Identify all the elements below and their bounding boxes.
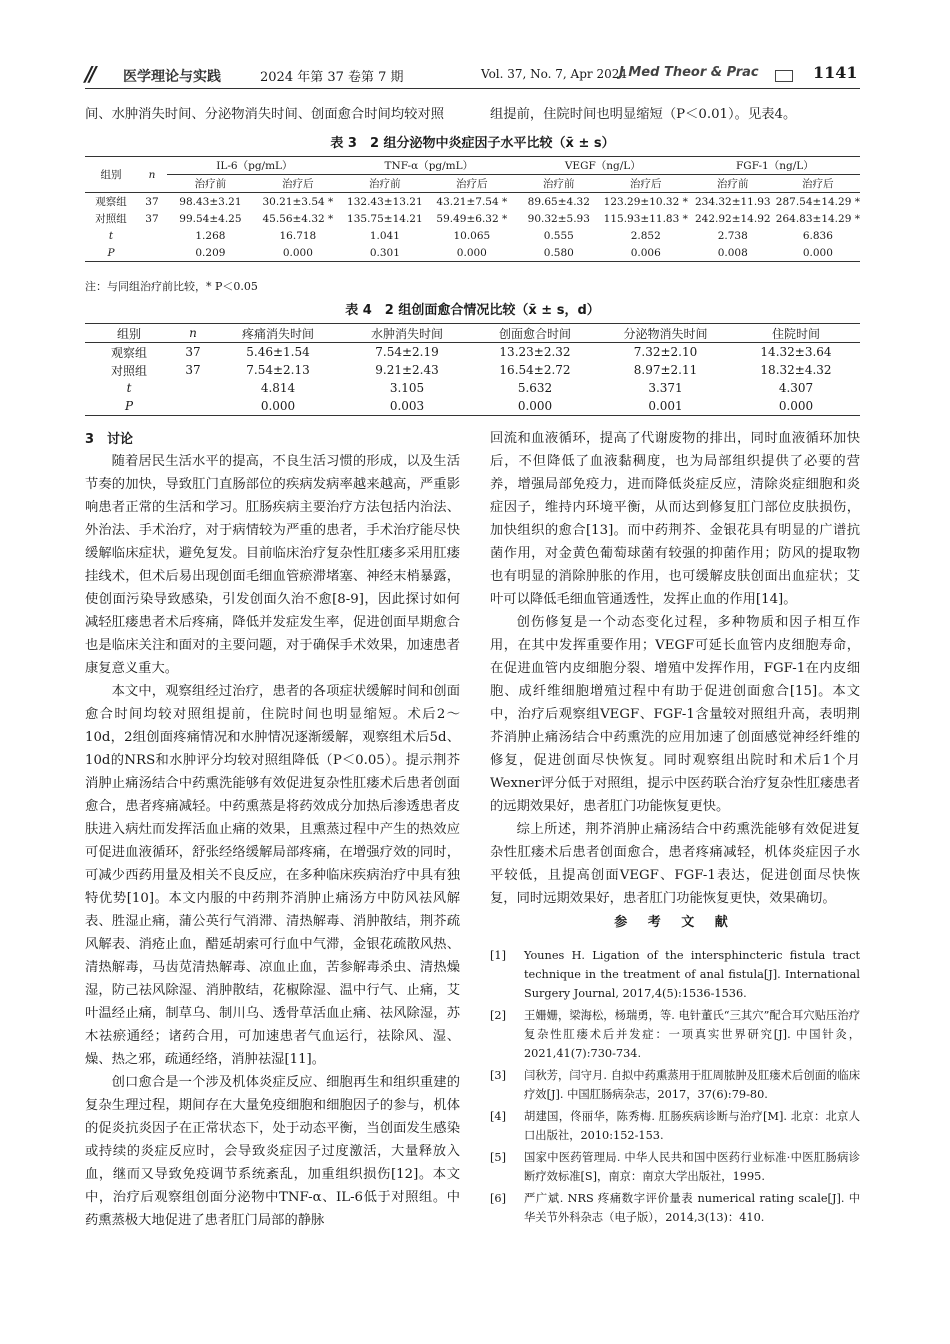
table-cell: 30.21±3.54 *	[262, 195, 334, 208]
table-cell: 89.65±4.32	[527, 195, 590, 208]
table-cell: 0.000	[517, 399, 553, 413]
reference-number: [4]	[490, 1110, 507, 1123]
table-row	[85, 210, 860, 227]
left-column	[85, 450, 460, 1232]
paragraph: 综上所述，荆芥消肿止痛汤结合中药熏洗能够有效促进复杂性肛瘘术后患者创面愈合，患者疼痛减轻，机体炎症因子水平较低，且提高创面VEGF、FGF-1表达，促进创面尽快恢复，同时远期效果好，患者肛门功能恢复更快，效果确切。	[490, 822, 860, 906]
reference-number: [3]	[490, 1069, 507, 1082]
table-cell	[137, 244, 167, 262]
reference-text: 胡建国，佟丽华，陈秀梅. 肛肠疾病诊断与治疗[M]. 北京：北京人口出版社，2010:152-153.	[524, 1110, 860, 1142]
header-cell: 组别	[85, 157, 137, 193]
reference-item	[490, 1189, 860, 1227]
table-cell: 135.75±14.21	[347, 212, 423, 225]
table3	[85, 156, 860, 262]
reference-item	[490, 1148, 860, 1186]
journal-logo-icon: //	[85, 62, 94, 86]
table-cell: 90.32±5.93	[527, 212, 590, 225]
paragraph: 随着居民生活水平的提高，不良生活习惯的形成，以及生活节奏的加快，导致肛门直肠部位的疾病发病率越来越高，严重影响患者正常的生活和学习。肛肠疾病主要治疗方法包括内治法、外治法、手术治疗，对于病情较为严重的患者，手术治疗能尽快缓解临床症状，避免复发。目前临床治疗复杂性肛瘘多采用肛瘘挂线术，但术后易出现创面毛细血管瘀滞堵塞、神经末梢暴露，使创面污染导致感染，引发创面久治不愈[8-9]，因此探讨如何减轻肛瘘患者术后疼痛，降低并发症发生率，促进创面早期愈合也是临床关注和面对的主要问题，对于确保手术效果，加速患者康复意义重大。	[85, 454, 460, 676]
table-cell	[173, 397, 213, 416]
table-cell: 0.301	[342, 244, 428, 262]
table-cell: 18.32±4.32	[760, 363, 832, 377]
table-cell: 132.43±13.21	[347, 195, 423, 208]
intro-right: 组提前，住院时间也明显缩短（P＜0.01）。见表4。	[490, 107, 797, 122]
paragraph: 本文中，观察组经过治疗，患者的各项症状缓解时间和创面愈合时间均较对照组提前，住院时间也明显缩短。术后2～10d，2组创面疼痛情况和水肿情况逐渐缓解，观察组术后5d、10d的NRS和水肿评分均较对照组降低（P＜0.05）。提示荆芥消肿止痛汤结合中药熏洗能够有效促进复杂性肛瘘术后患者创面愈合，患者疼痛减轻。中药熏蒸是将药效成分加热后渗透患者皮肤进入病灶而发挥活血止痛的效果，且熏蒸过程中产生的热效应可促进血液循环，舒张经络缓解局部疼痛，在增强疗效的同时，可减少西药用量及相关不良反应，在多种临床疾病治疗中具有独特优势[10]。本文内服的中药荆芥消肿止痛汤方中防风祛风解表、胜湿止痛，蒲公英行气消滞、清热解毒、消肿散结，荆芥疏风解表、消疮止血，醋延胡索可行血中气滞，金银花疏散风热、清热解毒，马齿苋清热解毒、凉血止血，苦参解毒杀虫、清热燥湿，防己祛风除湿、消肿散结，花椒除湿、温中行气、止痛，艾叶温经止痛，制草乌、制川乌、透骨草活血止痛、祛风除湿，苏木祛瘀通经；诸药合用，可加速患者气血运行，祛除风、湿、燥、热之邪，疏通经络，消肿祛湿[11]。	[85, 684, 460, 1067]
table-cell: 3.371	[648, 381, 683, 395]
reference-number: [6]	[490, 1192, 507, 1205]
right-column	[490, 427, 860, 910]
table-cell: 14.32±3.64	[760, 345, 832, 359]
table-cell: 4.814	[260, 381, 296, 395]
table-cell: 8.97±2.11	[633, 363, 698, 377]
table-cell: t	[126, 381, 132, 395]
table-cell: 6.836	[802, 229, 833, 242]
table-cell: 16.718	[279, 229, 317, 242]
table3-header-row	[85, 157, 860, 175]
table-cell: 0.000	[776, 244, 860, 262]
table-cell: 1.041	[369, 229, 400, 242]
table-row	[85, 397, 860, 416]
table-row	[85, 361, 860, 379]
reference-text: 王姗姗，梁海松，杨瑞勇，等. 电针董氏“三其穴”配合耳穴贴压治疗复杂性肛瘘术后并发症：一项真实世界研究[J]. 中国针灸，2021,41(7):730-734.	[524, 1009, 860, 1060]
table-cell: 0.209	[167, 244, 254, 262]
table-cell	[173, 379, 213, 397]
header-cell: 治疗前	[516, 175, 602, 193]
table-cell: 37	[145, 195, 159, 208]
table-cell: 4.307	[778, 381, 814, 395]
reference-text: Younes H. Ligation of the intersphincteric fistula tract technique in the treatment of anal fistula[J]. International Surgery Journal, 2017,4(5):1536-1536.	[524, 949, 860, 1000]
table-cell: 对照组	[95, 213, 127, 225]
table-cell: 0.580	[516, 244, 602, 262]
table-cell	[137, 227, 167, 244]
table-cell: 16.54±2.72	[499, 363, 571, 377]
header-cell: n	[137, 157, 167, 193]
table-row	[85, 379, 860, 397]
section-heading: 3 讨论	[85, 432, 134, 447]
journal-name-en: J Med Theor & Prac	[619, 65, 759, 80]
table4-header-row	[85, 324, 860, 343]
table-cell: 10.065	[453, 229, 491, 242]
table-cell: 0.000	[254, 244, 342, 262]
table-cell: 0.006	[602, 244, 690, 262]
reference-item	[490, 946, 860, 1003]
reference-text: 国家中医药管理局. 中华人民共和国中医药行业标准·中医肛肠病诊断疗效标准[S]，南京：南京大学出版社，1995.	[524, 1151, 860, 1183]
table-cell: 2.852	[630, 229, 661, 242]
table-cell: 43.21±7.54 *	[436, 195, 508, 208]
header-cell: 分泌物消失时间	[623, 326, 708, 341]
header-box-icon	[775, 70, 793, 82]
paragraph: 创伤修复是一个动态变化过程，多种物质和因子相互作用，在其中发挥重要作用；VEGF可延长血管内皮细胞寿命，在促进血管内皮细胞分裂、增殖中发挥作用，FGF-1在内皮细胞、成纤维细胞增殖过程中有助于促进创面愈合[15]。本文中，治疗后观察组VEGF、FGF-1含量较对照组升高，表明荆芥消肿止痛汤结合中药熏洗的应用加速了创面感觉神经纤维的修复，促进创面尽快恢复。同时观察组出院时和术后1个月Wexner评分低于对照组，提示中医药联合治疗复杂性肛瘘患者的远期效果好，患者肛门功能恢复更快。	[490, 615, 860, 814]
table-row	[85, 227, 860, 244]
running-header	[85, 60, 860, 86]
table-cell: 1.268	[195, 229, 226, 242]
header-cell: 治疗后	[428, 175, 516, 193]
table-cell: 45.56±4.32 *	[262, 212, 334, 225]
table-cell: 98.43±3.21	[179, 195, 242, 208]
table-cell: 13.23±2.32	[499, 345, 571, 359]
table-cell: 3.105	[389, 381, 425, 395]
header-rule	[85, 88, 860, 89]
header-cell: 治疗后	[254, 175, 342, 193]
table-cell: 对照组	[110, 363, 147, 378]
table-cell: P	[124, 399, 134, 413]
issue-info-cn: 2024 年第 37 卷第 7 期	[260, 70, 404, 85]
table-cell: 0.555	[543, 229, 574, 242]
table-cell: 0.008	[690, 244, 776, 262]
page-number: 1141	[813, 63, 858, 82]
header-cell: TNF-α（pg/mL）	[342, 157, 516, 175]
table-cell: 0.000	[260, 399, 296, 413]
issue-info-en: Vol. 37, No. 7, Apr 2024	[481, 67, 627, 81]
table4-caption: 表 4 2 组创面愈合情况比较（x̄ ± s，d）	[345, 303, 600, 318]
table-cell: 234.32±11.93	[694, 195, 771, 208]
table3-note: 注：与同组治疗前比较，* P＜0.05	[85, 280, 258, 293]
table-row	[85, 193, 860, 211]
table-cell: 115.93±11.83 *	[603, 212, 688, 225]
header-cell: FGF-1（ng/L）	[690, 157, 860, 175]
reference-text: 严广斌. NRS 疼痛数字评价量表 numerical rating scale[J]. 中华关节外科杂志（电子版），2014,3(13)：410.	[524, 1192, 860, 1224]
table-cell: 观察组	[95, 196, 127, 208]
intro-left: 间、水肿消失时间、分泌物消失时间、创面愈合时间均较对照	[85, 107, 445, 122]
table4	[85, 323, 860, 416]
header-cell: n	[189, 326, 197, 340]
header-cell: IL-6（pg/mL）	[167, 157, 342, 175]
header-cell: 治疗后	[602, 175, 690, 193]
header-cell: VEGF（ng/L）	[516, 157, 690, 175]
header-cell: 水肿消失时间	[370, 326, 443, 341]
header-cell: 治疗前	[167, 175, 254, 193]
table-row	[85, 343, 860, 362]
table-cell: P	[85, 244, 137, 262]
table3-subheader-row	[85, 175, 860, 193]
header-cell: 治疗后	[776, 175, 860, 193]
reference-text: 闫秋芳，闫守月. 自拟中药熏蒸用于肛周脓肿及肛瘘术后创面的临床疗效[J]. 中国肛肠病杂志，2017，37(6):79-80.	[524, 1069, 860, 1101]
paragraph: 创口愈合是一个涉及机体炎症反应、细胞再生和组织重建的复杂生理过程，期间存在大量免疫细胞和细胞因子的参与，机体的促炎抗炎因子在正常状态下，处于动态平衡，当创面发生感染或持续的炎症反应时，会导致炎症因子过度激活，大量释放入血，继而又导致免疫调节系统紊乱，加重组织损伤[12]。本文中，治疗后观察组创面分泌物中TNF-α、IL-6低于对照组。中药熏蒸极大地促进了患者肛门局部的静脉	[85, 1075, 460, 1228]
table-cell: 37	[185, 363, 201, 377]
header-cell: 创面愈合时间	[498, 326, 571, 341]
table-cell: 264.83±14.29 *	[775, 212, 860, 225]
table-row	[85, 244, 860, 262]
table-cell: 5.632	[517, 381, 553, 395]
table-cell: 2.738	[717, 229, 748, 242]
paragraph: 回流和血液循环，提高了代谢废物的排出，同时血液循环加快后，不但降低了血液黏稠度，也为局部组织提供了必要的营养，增强局部免疫力，进而降低炎症反应，清除炎症细胞和炎症因子，维持内环境平衡，从而达到修复肛门部位皮肤损伤，加快组织的愈合[13]。而中药荆芥、金银花具有明显的广谱抗菌作用，对金黄色葡萄球菌有较强的抑菌作用；防风的提取物也有明显的消除肿胀的作用，也可缓解皮肤创面出血症状；艾叶可以降低毛细血管通透性，发挥止血的作用[14]。	[490, 431, 860, 607]
table-cell: 0.001	[648, 399, 683, 413]
reference-number: [5]	[490, 1151, 507, 1164]
table-cell: 287.54±14.29 *	[775, 195, 860, 208]
table-cell: 5.46±1.54	[246, 345, 310, 359]
table-cell: t	[108, 229, 114, 242]
header-cell: 治疗前	[690, 175, 776, 193]
reference-list	[490, 946, 860, 1230]
table-cell: 0.003	[389, 399, 425, 413]
table-cell: 7.54±2.13	[246, 363, 310, 377]
table-cell: 0.000	[778, 399, 814, 413]
reference-item	[490, 1066, 860, 1104]
references-heading: 参 考 文 献	[614, 915, 736, 930]
table-cell: 9.21±2.43	[375, 363, 439, 377]
table-cell: 7.54±2.19	[375, 345, 439, 359]
table-cell: 99.54±4.25	[179, 212, 242, 225]
table-cell: 37	[145, 212, 159, 225]
reference-item	[490, 1006, 860, 1063]
table-cell: 123.29±10.32 *	[603, 195, 688, 208]
reference-item	[490, 1107, 860, 1145]
header-cell: 住院时间	[771, 326, 820, 341]
header-cell: 疼痛消失时间	[241, 326, 314, 341]
header-cell: 组别	[116, 326, 141, 341]
table-cell: 59.49±6.32 *	[436, 212, 508, 225]
table-cell: 242.92±14.92	[694, 212, 771, 225]
table-cell: 0.000	[428, 244, 516, 262]
reference-number: [1]	[490, 949, 507, 962]
journal-name-cn: 医学理论与实践	[123, 69, 221, 85]
header-cell: 治疗前	[342, 175, 428, 193]
reference-number: [2]	[490, 1009, 507, 1022]
table3-caption: 表 3 2 组分泌物中炎症因子水平比较（x̄ ± s）	[330, 136, 615, 151]
table-cell: 观察组	[110, 345, 147, 360]
table-cell: 37	[185, 345, 201, 359]
table-cell: 7.32±2.10	[633, 345, 698, 359]
